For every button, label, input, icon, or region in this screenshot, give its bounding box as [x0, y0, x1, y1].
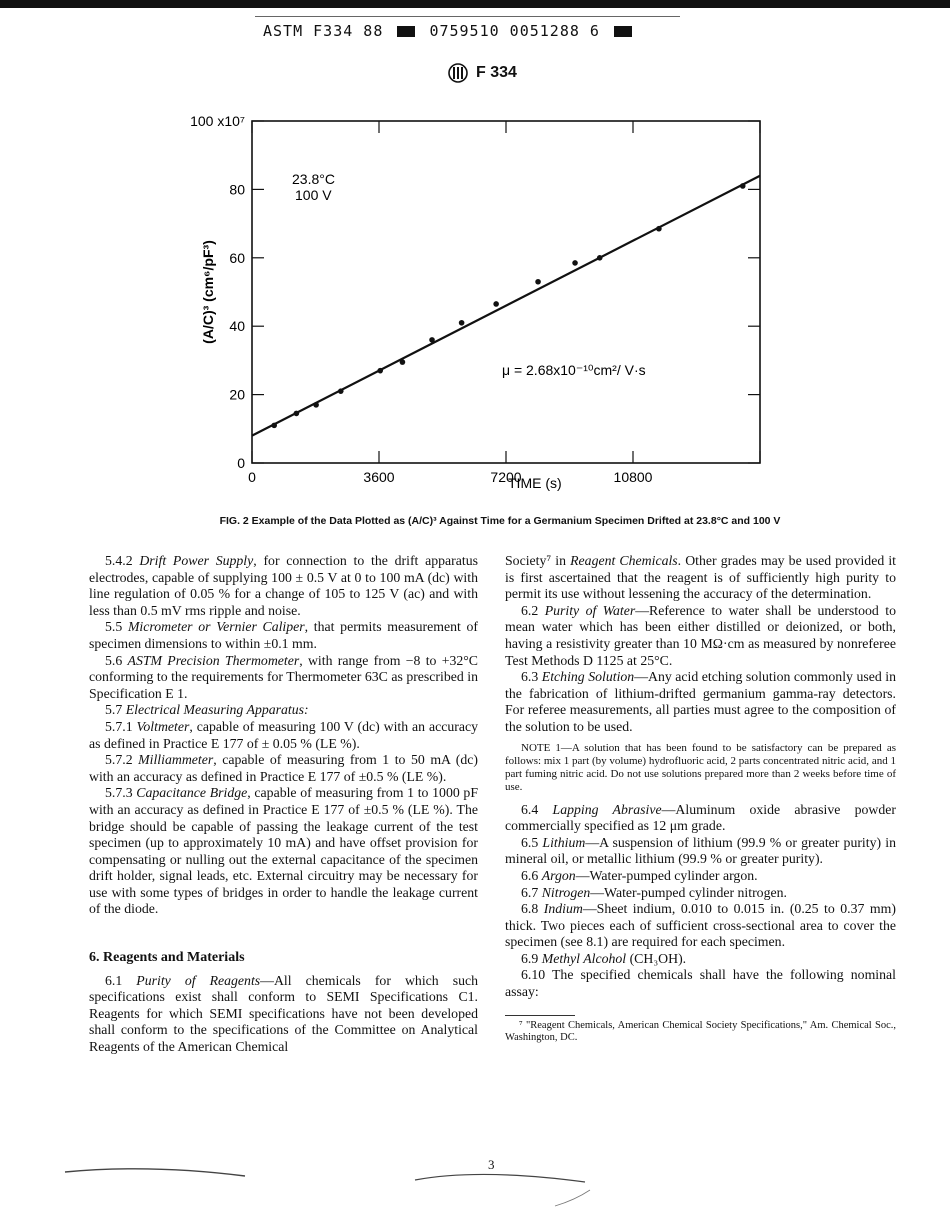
- data-point: [656, 226, 662, 232]
- designation-text: F 334: [476, 64, 517, 81]
- data-point: [597, 255, 603, 261]
- annotation-mobility: μ = 2.68x10⁻¹⁰cm²/ V·s: [502, 362, 646, 378]
- x-tick-label: 0: [248, 469, 256, 485]
- para-6-10: 6.10 The specified chemicals shall have the following nominal assay:: [505, 967, 896, 1000]
- para-6-2: 6.2 Purity of Water—Reference to water shall be understood to mean water which has been either distilled or deionized, or both, having a resistivity greater than 10 MΩ·cm as measured by nonreferee Test Methods D 1125 at 25°C.: [505, 602, 896, 668]
- astm-header-code: [263, 22, 636, 40]
- para-5-6: 5.6 ASTM Precision Thermometer, with range from −8 to +32°C conforming to the requirements for Thermometer 63C as prescribed in Specification E 1.: [89, 652, 478, 701]
- para-6-4: 6.4 Lapping Abrasive—Aluminum oxide abrasive powder commercially specified as 12 μm grade.: [505, 801, 897, 834]
- data-point: [429, 337, 435, 343]
- figure-caption: FIG. 2 Example of the Data Plotted as (A/C)³ Against Time for a Germanium Specimen Drifted at 23.8°C and 100 V: [219, 515, 781, 527]
- standard-designation: [448, 63, 517, 83]
- para-6-7: 6.7 Nitrogen—Water-pumped cylinder nitrogen.: [521, 884, 787, 900]
- data-point: [572, 260, 578, 266]
- para-5-7-3: 5.7.3 Capacitance Bridge, capable of measuring from 1 to 1000 pF with an accuracy as defined in Practice E 177 of ±0.5 % (LE %). The bridge should be capable of passing the leakage current of the test specimen (up to approximately 10 mA) and have offset provision for compensating or nulling out the external capacitance of the specimen drift holder, signal leads, etc. External circuitry may be necessary for use with some types of bridges in order to handle the leakage current of the diode.: [89, 785, 479, 917]
- y-tick-labels: [190, 113, 245, 471]
- data-point: [338, 388, 344, 394]
- top-black-band: [0, 0, 950, 8]
- note-1: NOTE 1—A solution that has been found to be satisfactory can be prepared as follows: mix 1 part (by volume) hydrofluoric acid, 2 parts concentrated nitric acid, and 1 part fuming nitric acid. Do not use solutions prepared more than 2 weeks before time of use.: [505, 741, 896, 793]
- right-column: [505, 553, 896, 1045]
- astm-logo-icon: [448, 63, 468, 83]
- data-point: [294, 411, 300, 417]
- para-5-7: 5.7 Electrical Measuring Apparatus:: [105, 702, 309, 718]
- footnote-7: ⁷ "Reagent Chemicals, American Chemical Society Specifications," Am. Chemical Soc., Washington, DC.: [505, 1019, 896, 1044]
- data-point: [535, 279, 541, 285]
- fit-line: [252, 176, 760, 436]
- y-tick-label: 20: [229, 386, 245, 403]
- para-6-3: 6.3 Etching Solution—Any acid etching solution commonly used in the fabrication of lithium-drifted germanium gamma-ray detectors. For referee measurements, all parties must agree to the composition of the solution to be used.: [505, 669, 897, 734]
- para-6-1-continued: Society⁷ in Reagent Chemicals. Other grades may be used provided it is first ascertained that the reagent is of sufficiently high purity to permit its use without lessening the accuracy of the determination.: [505, 553, 896, 602]
- figure-2-chart: [180, 108, 800, 500]
- x-tick-label: 7200: [490, 469, 522, 485]
- header-rule: [255, 16, 680, 17]
- header-code-part-2: 0759510 0051288 6: [429, 22, 600, 40]
- data-point: [271, 423, 277, 429]
- scan-artifact-strokes: [60, 1160, 600, 1210]
- data-point: [400, 359, 406, 365]
- y-tick-label: 80: [229, 181, 245, 198]
- para-6-1: 6.1 Purity of Reagents—All chemicals for which such specifications exist shall conform to SEMI Specifications C1. Reagents for which SEMI specifications have not been developed shall conform to the specifications of the Committee on Analytical Reagents of the American Chemical: [89, 972, 478, 1055]
- y-tick-label: 100 x10⁷: [190, 113, 245, 129]
- para-5-7-1: 5.7.1 Voltmeter, capable of measuring 100 V (dc) with an accuracy as defined in Practice E 177 of ± 0.05 % (LE %).: [89, 718, 478, 751]
- data-point: [377, 368, 383, 374]
- left-column: [89, 553, 478, 1056]
- barcode-block-icon: [397, 26, 415, 37]
- y-tick-label: 0: [237, 455, 245, 471]
- y-axis-label: (A/C)³ (cm⁶/pF³): [200, 240, 216, 344]
- data-point: [459, 320, 465, 326]
- para-6-9: 6.9 Methyl Alcohol (CH₃OH).: [521, 950, 687, 966]
- barcode-block-icon: [614, 26, 632, 37]
- para-5-7-2: 5.7.2 Milliammeter, capable of measuring from 1 to 50 mA (dc) with an accuracy as defined in Practice E 177 of ±0.5 % (LE %).: [89, 752, 478, 784]
- para-6-8: 6.8 Indium—Sheet indium, 0.010 to 0.015 in. (0.25 to 0.37 mm) thick. Two pieces each of sufficient cross-sectional area to cover the specimen (see 8.1) are required for each specimen.: [505, 901, 896, 950]
- para-6-5: 6.5 Lithium—A suspension of lithium (99.9 % or greater purity) in mineral oil, or metallic lithium (99.9 % or greater purity).: [505, 834, 896, 867]
- data-point: [313, 402, 319, 408]
- para-5-5: 5.5 Micrometer or Vernier Caliper, that permits measurement of specimen dimensions to within ±0.1 mm.: [89, 619, 478, 651]
- data-point: [740, 183, 746, 189]
- para-5-4-2: 5.4.2 Drift Power Supply, for connection to the drift apparatus electrodes, capable of supplying 100 ± 0.5 V at 0 to 100 mA (dc) with line regulation of 0.05 % for a change of 105 to 125 V (ac) and with less than 0.5 mV rms ripple and noise.: [89, 553, 478, 618]
- x-tick-label: 3600: [363, 469, 395, 485]
- x-axis-label: TIME (s): [508, 475, 562, 491]
- x-tick-label: 10800: [613, 469, 653, 485]
- para-6-6: 6.6 Argon—Water-pumped cylinder argon.: [521, 867, 758, 883]
- x-tick-labels: [248, 469, 653, 485]
- data-point: [493, 301, 499, 307]
- annotation-temperature: 23.8°C: [292, 171, 335, 187]
- header-code-part-1: ASTM F334 88: [263, 22, 384, 40]
- y-tick-label: 60: [229, 249, 245, 266]
- section-heading: 6. Reagents and Materials: [89, 950, 245, 966]
- page-number: 3: [488, 1157, 495, 1172]
- footnote-rule: [505, 1015, 575, 1016]
- annotation-voltage: 100 V: [295, 187, 332, 203]
- y-tick-label: 40: [229, 318, 245, 335]
